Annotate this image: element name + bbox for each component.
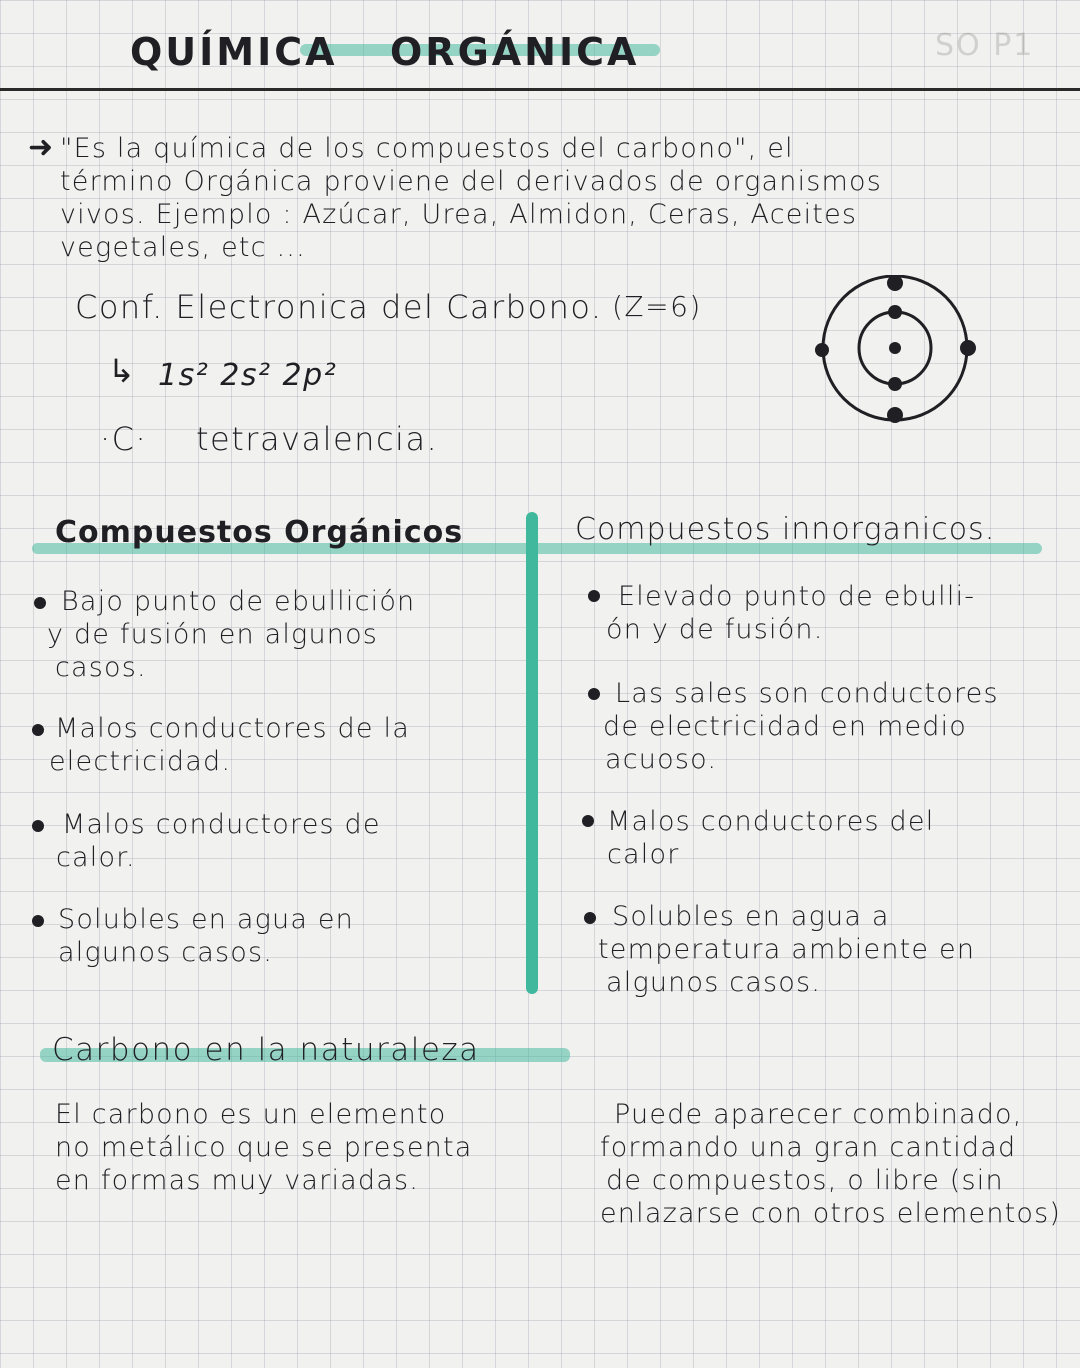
nature-heading: Carbono en la naturaleza	[52, 1032, 480, 1068]
inorganic-item-line: ón y de fusión.	[606, 614, 824, 645]
config-heading: Conf. Electronica del Carbono.	[75, 288, 603, 326]
config-formula: 1s² 2s² 2p²	[158, 358, 338, 393]
organic-item-line: casos.	[55, 652, 147, 683]
inorganic-item-line: calor	[607, 839, 680, 870]
inorganic-item	[598, 900, 1062, 999]
organic-item-line: Malos conductores de la	[55, 713, 410, 744]
tetravalence-label: tetravalencia.	[196, 420, 439, 458]
electron-inner-top	[888, 305, 902, 319]
config-arrow: ↳	[108, 352, 137, 390]
inorganic-title: Compuestos innorganicos.	[575, 512, 996, 547]
intro-arrow: ➜	[28, 130, 55, 165]
organic-item-line: Malos conductores de	[62, 809, 381, 840]
inorganic-bullet	[588, 590, 600, 602]
nature-left-text	[55, 1098, 535, 1197]
inorganic-item	[606, 580, 1068, 646]
electron-outer-top	[887, 275, 903, 291]
inorganic-item	[603, 677, 1065, 776]
intro-paragraph	[60, 132, 1020, 264]
column-divider	[526, 512, 538, 994]
electron-inner-bottom	[888, 377, 902, 391]
intro-line: vegetales, etc ...	[60, 232, 306, 263]
organic-item-line: Solubles en agua en	[58, 904, 354, 935]
organic-item-line: algunos casos.	[58, 937, 274, 968]
nature-left-line: no metálico que se presenta	[55, 1132, 473, 1163]
organic-item-line: y de fusión en algunos	[47, 619, 379, 650]
inorganic-item-line: Las sales son conductores	[615, 678, 999, 709]
inorganic-item	[607, 805, 1057, 871]
inorganic-item-line: Elevado punto de ebulli-	[618, 581, 976, 612]
electron-outer-right	[960, 340, 976, 356]
intro-line: vivos. Ejemplo : Azúcar, Urea, Almidon, Ceras, Aceites	[60, 199, 858, 230]
organic-item	[47, 585, 515, 684]
inorganic-bullet	[582, 815, 594, 827]
organic-item-line: calor.	[56, 842, 136, 873]
lewis-symbol: ·C·	[100, 420, 148, 458]
nature-right-line: enlazarse con otros elementos)	[600, 1198, 1062, 1229]
inorganic-bullet	[588, 688, 600, 700]
organic-item	[56, 808, 522, 874]
title-organica: ORGÁNICA	[390, 30, 640, 74]
inorganic-item-line: temperatura ambiente en	[598, 934, 976, 965]
nature-right-line: formando una gran cantidad	[600, 1132, 1017, 1163]
organic-bullet	[32, 820, 44, 832]
electron-outer-left	[815, 343, 829, 357]
inorganic-item-line: acuoso.	[605, 744, 718, 775]
electron-outer-bottom	[887, 407, 903, 423]
organic-title: Compuestos Orgánicos	[55, 515, 464, 550]
organic-item-line: electricidad.	[49, 746, 232, 777]
header-divider	[0, 88, 1080, 91]
nature-left-line: en formas muy variadas.	[55, 1165, 420, 1196]
organic-item	[49, 712, 515, 778]
inorganic-item-line: algunos casos.	[606, 967, 822, 998]
nature-right-text	[600, 1098, 1070, 1230]
title-quimica: QUÍMICA	[130, 30, 338, 74]
inorganic-item-line: Malos conductores del	[607, 806, 935, 837]
inorganic-item-line: Solubles en agua a	[612, 901, 890, 932]
organic-bullet	[32, 724, 44, 736]
inorganic-bullet	[584, 912, 596, 924]
nucleus	[889, 342, 901, 354]
z-label: (Z=6)	[612, 290, 702, 323]
inorganic-item-line: de electricidad en medio	[603, 711, 968, 742]
intro-line: "Es la química de los compuestos del carbono", el	[60, 133, 794, 164]
nature-right-line: de compuestos, o libre (sin	[606, 1165, 1004, 1196]
intro-line: término Orgánica proviene del derivados de organismos	[60, 166, 883, 197]
nature-right-line: Puede aparecer combinado,	[614, 1099, 1023, 1130]
organic-item	[58, 903, 518, 969]
organic-bullet	[34, 597, 46, 609]
organic-bullet	[32, 915, 44, 927]
page-mark: SO P1	[935, 28, 1035, 63]
carbon-atom-diagram	[810, 275, 980, 425]
nature-left-line: El carbono es un elemento	[55, 1099, 447, 1130]
organic-item-line: Bajo punto de ebullición	[61, 586, 416, 617]
